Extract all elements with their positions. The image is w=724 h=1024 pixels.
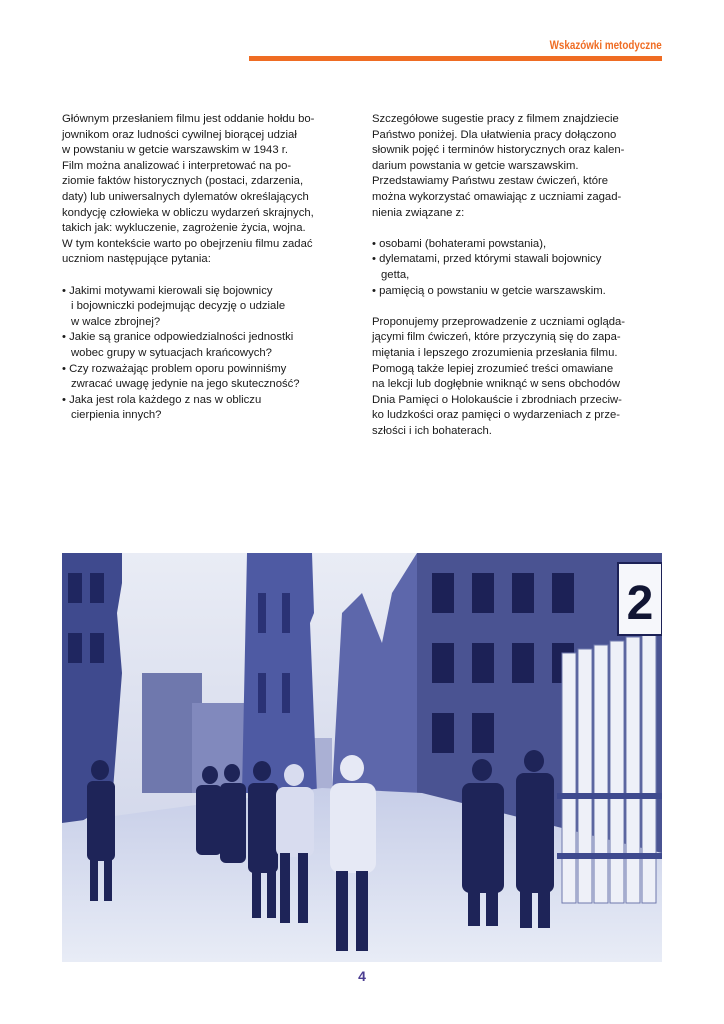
text-line: i bojowniczki podejmując decyzję o udziale [71,300,286,313]
list-item [62,330,352,361]
text-line: Proponujemy przeprowadzenie z uczniami ogląda- [372,315,626,328]
text-line: można wykorzystać omawiając z uczniami zagad- [372,190,622,203]
text-line: • pamięcią o powstaniu w getcie warszawskim. [372,284,606,297]
intro-paragraph [372,112,662,221]
list-item [372,252,662,283]
header-rule [249,56,662,61]
section-title: Wskazówki metodyczne [549,38,662,52]
list-item [62,393,352,424]
text-line: jącymi film ćwiczeń, które przyczynią się do zapa- [372,331,621,344]
text-line: W tym kontekście warto po obejrzeniu filmu zadać [62,237,313,250]
question-list [62,284,352,424]
text-line: • Jakie są granice odpowiedzialności jednostki [62,331,294,344]
film-still-illustration [62,553,662,962]
text-line: zwracać uwagę jedynie na jego skuteczność? [71,378,300,391]
text-line: daty) lub uniwersalnych dylematów określających [62,190,309,203]
text-line: darium powstania w getcie warszawskim. [372,159,579,172]
closing-paragraph [372,315,662,440]
text-line: ko ludzkości oraz pamięci o wydarzeniach z prze- [372,409,621,422]
text-line: w walce zbrojnej? [71,315,161,328]
text-line: Przedstawiamy Państwu zestaw ćwiczeń, które [372,175,609,188]
text-line: ziomie faktów historycznych (postaci, zdarzenia, [62,175,304,188]
text-line: Państwo poniżej. Dla ułatwienia pracy dołączono [372,128,617,141]
text-line: Głównym przesłaniem filmu jest oddanie hołdu bo- [62,113,315,125]
text-line: w powstaniu w getcie warszawskim w 1943 r. [62,144,289,157]
text-line: nienia związane z: [372,206,465,219]
text-line: kondycję człowieka w obliczu wydarzeń skrajnych, [62,206,314,219]
text-line: • Czy rozważając problem oporu powinniśmy [62,362,287,375]
text-line: na lekcji lub dogłębnie wniknąć w sens obchodów [372,378,621,391]
topic-list [372,237,662,299]
text-line: Szczegółowe sugestie pracy z filmem znajdziecie [372,113,619,125]
text-line: słownik pojęć i terminów historycznych oraz kalen- [372,144,625,157]
text-line: • Jaka jest rola każdego z nas w obliczu [62,393,262,406]
text-line: szłości i ich bohaterach. [372,424,492,437]
text-line: • osobami (bohaterami powstania), [372,237,547,250]
text-line: takich jak: wykluczenie, zagrożenie życia, wojna. [62,222,306,235]
list-item [62,284,352,331]
list-item [372,284,662,300]
intro-paragraph [62,112,352,268]
text-line: Pomogą także lepiej zrozumieć treści omawiane [372,362,614,375]
text-line: miętania i lepszego zrozumienia przesłania filmu. [372,346,618,359]
text-line: • Jakimi motywami kierowali się bojownicy [62,284,273,297]
list-item [372,237,662,253]
page-number: 4 [358,968,366,984]
right-column [372,112,662,439]
text-line: uczniom następujące pytania: [62,253,211,266]
text-line: wobec grupy w sytuacjach krańcowych? [71,346,272,359]
text-line: • dylematami, przed którymi stawali bojownicy [372,253,602,266]
text-line: cierpienia innych? [71,409,162,422]
text-line: Dnia Pamięci o Holokauście i zbrodniach przeciw- [372,393,622,406]
text-line: jownikom oraz ludności cywilnej biorącej udział [62,128,297,141]
text-line: getta, [381,268,410,281]
list-item [62,362,352,393]
text-line: Film można analizować i interpretować na po- [62,159,292,172]
left-column [62,112,352,424]
sign-number: 2 [626,577,654,630]
